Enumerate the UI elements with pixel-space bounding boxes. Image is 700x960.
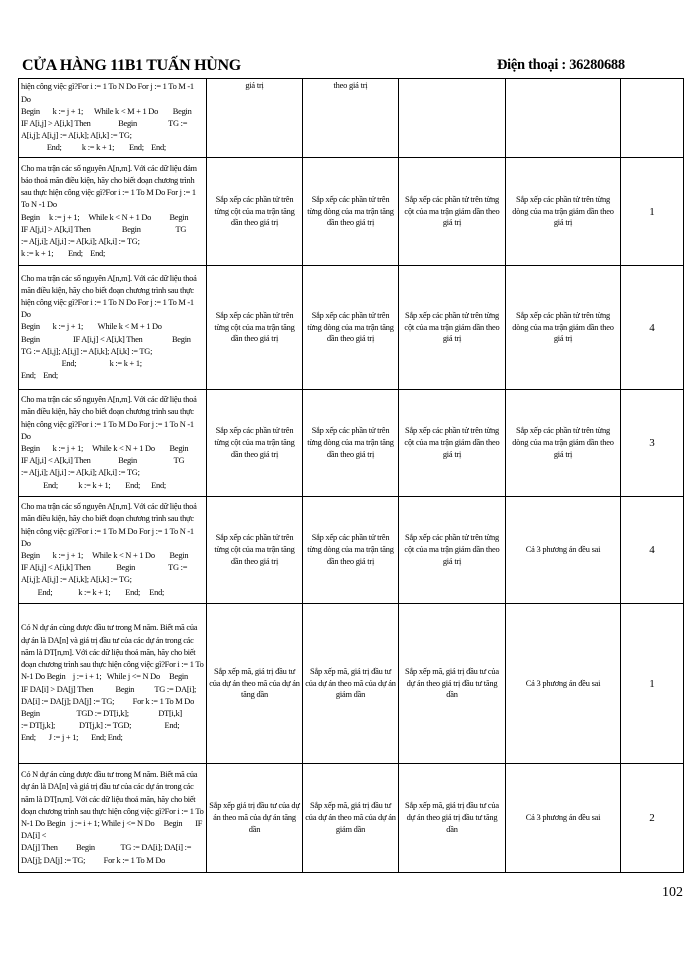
answer-cell: 2 bbox=[621, 764, 684, 873]
question-table bbox=[18, 78, 684, 873]
option-c-cell: Sắp xếp các phần tử trên từng cột của ma trận giảm dần theo giá trị bbox=[399, 158, 506, 266]
option-a-cell: Sắp xếp các phần tử trên từng cột của ma trận tăng dần theo giá trị bbox=[207, 266, 303, 390]
option-b-cell: Sắp xếp các phần tử trên từng dòng của ma trận tăng dần theo giá trị bbox=[303, 390, 399, 497]
option-b-cell: Sắp xếp mã, giá trị đầu tư của dự án theo mã của dự án giảm dần bbox=[303, 764, 399, 873]
table-row bbox=[19, 266, 684, 390]
option-d-cell: Sắp xếp các phần tử trên từng dòng của ma trận giảm dần theo giá trị bbox=[506, 158, 621, 266]
answer-cell: 4 bbox=[621, 497, 684, 604]
option-b-cell: Sắp xếp mã, giá trị đầu tư của dự án theo mã của dự án giảm dần bbox=[303, 604, 399, 764]
option-b-cell: theo giá trị bbox=[303, 79, 399, 158]
answer-cell bbox=[621, 79, 684, 158]
question-cell: Cho ma trận các số nguyên A[n,m]. Với các dữ liệu thoả mãn điều kiện, hãy cho biết đoạn chương trình sau thực hiện công việc gì?For i := 1 To M Do For j := 1 To N -1 Do Begin k := j + 1; While k < N + 1 Do Begin IF A[i,j] < A[i,k] Then Begin TG := A[i,j]; A[i,j] := A[i,k]; A[i,k] := TG; End; k := k + 1; End; End; bbox=[19, 497, 207, 604]
table-row bbox=[19, 604, 684, 764]
page-number: 102 bbox=[662, 885, 683, 900]
question-cell: Cho ma trận các số nguyên A[n,m]. Với các dữ liệu đảm bảo thoả mãn điều kiện, hãy cho biết đoạn chương trình sau thực hiện công việc gì?For i := 1 To M Do For j := 1 To N -1 Do Begin k := j + 1; While k < N + 1 Do Begin IF A[j,i] > A[k,i] Then Begin TG := A[j,i]; A[j,i] := A[k,i]; A[k,i] := TG; k := k + 1; End; End; bbox=[19, 158, 207, 266]
option-a-cell: Sắp xếp giá trị đầu tư của dự án theo mã của dự án tăng dần bbox=[207, 764, 303, 873]
option-c-cell: Sắp xếp các phần tử trên từng cột của ma trận giảm dần theo giá trị bbox=[399, 390, 506, 497]
answer-cell: 1 bbox=[621, 158, 684, 266]
table-row bbox=[19, 158, 684, 266]
table-row bbox=[19, 79, 684, 158]
phone-number: Điện thoại : 36280688 bbox=[497, 57, 625, 73]
option-c-cell: Sắp xếp mã, giá trị đầu tư của dự án theo giá trị đầu tư tăng dần bbox=[399, 764, 506, 873]
option-a-cell: Sắp xếp các phần tử trên từng cột của ma trận tăng dần theo giá trị bbox=[207, 390, 303, 497]
option-b-cell: Sắp xếp các phần tử trên từng dòng của ma trận tăng dần theo giá trị bbox=[303, 158, 399, 266]
question-cell: Có N dự án cùng được đầu tư trong M năm. Biết mã của dự án là DA[n] và giá trị đầu tư của các dự án trong các năm là DT[n,m]. Với các dữ liệu thoả mãn, hãy cho biết đoạn chương trình sau thực hiện công việc gì?For i := 1 To N-1 Do Begin j := i + 1; While j <= N Do Begin IF DA[i] > DA[j] Then Begin TG := DA[i]; DA[i] := DA[j]; DA[j] := TG; For k := 1 To M Do Begin TGD := DT[i,k]; DT[i,k] := DT[j,k]; DT[j,k] := TGD; End; End; J := j + 1; End; End; bbox=[19, 604, 207, 764]
question-cell: Có N dự án cùng được đầu tư trong M năm. Biết mã của dự án là DA[n] và giá trị đầu tư của các dự án trong các năm là DT[n,m]. Với các dữ liệu thoả mãn, hãy cho biết đoạn chương trình sau thực hiện công việc gì?For i := 1 To N-1 Do Begin j := i + 1; While j <= N Do Begin IF DA[i] < DA[j] Then Begin TG := DA[i]; DA[i] := DA[j]; DA[j] := TG; For k := 1 To M Do bbox=[19, 764, 207, 873]
option-a-cell: giá trị bbox=[207, 79, 303, 158]
table-row bbox=[19, 497, 684, 604]
option-b-cell: Sắp xếp các phần tử trên từng dòng của ma trận tăng dần theo giá trị bbox=[303, 497, 399, 604]
option-a-cell: Sắp xếp mã, giá trị đầu tư của dự án theo mã của dự án tăng dần bbox=[207, 604, 303, 764]
shop-name: CỬA HÀNG 11B1 TUẤN HÙNG bbox=[22, 57, 241, 74]
option-a-cell: Sắp xếp các phần tử trên từng cột của ma trận tăng dần theo giá trị bbox=[207, 497, 303, 604]
answer-cell: 4 bbox=[621, 266, 684, 390]
answer-cell: 3 bbox=[621, 390, 684, 497]
option-d-cell: Sắp xếp các phần tử trên từng dòng của ma trận giảm dần theo giá trị bbox=[506, 266, 621, 390]
question-cell: hiện công việc gì?For i := 1 To N Do For j := 1 To M -1 Do Begin k := j + 1; While k < M + 1 Do Begin IF A[i,j] > A[i,k] Then Begin TG := A[i,j]; A[i,j] := A[i,k]; A[i,k] := TG; End; k := k + 1; End; End; bbox=[19, 79, 207, 158]
table-row bbox=[19, 390, 684, 497]
option-c-cell: Sắp xếp các phần tử trên từng cột của ma trận giảm dần theo giá trị bbox=[399, 266, 506, 390]
table-row bbox=[19, 764, 684, 873]
option-d-cell: Cả 3 phương án đều sai bbox=[506, 764, 621, 873]
option-a-cell: Sắp xếp các phần tử trên từng cột của ma trận tăng dần theo giá trị bbox=[207, 158, 303, 266]
option-d-cell bbox=[506, 79, 621, 158]
option-d-cell: Cả 3 phương án đều sai bbox=[506, 604, 621, 764]
option-c-cell: Sắp xếp mã, giá trị đầu tư của dự án theo giá trị đầu tư tăng dần bbox=[399, 604, 506, 764]
answer-cell: 1 bbox=[621, 604, 684, 764]
option-b-cell: Sắp xếp các phần tử trên từng dòng của ma trận tăng dần theo giá trị bbox=[303, 266, 399, 390]
option-d-cell: Sắp xếp các phần tử trên từng dòng của ma trận giảm dần theo giá trị bbox=[506, 390, 621, 497]
option-d-cell: Cả 3 phương án đều sai bbox=[506, 497, 621, 604]
option-c-cell bbox=[399, 79, 506, 158]
option-c-cell: Sắp xếp các phần tử trên từng cột của ma trận giảm dần theo giá trị bbox=[399, 497, 506, 604]
question-cell: Cho ma trận các số nguyên A[n,m]. Với các dữ liệu thoả mãn điều kiện, hãy cho biết đoạn chương trình sau thực hiện công việc gì?For i := 1 To N Do For j := 1 To M -1 Do Begin k := j + 1; While k < M + 1 Do Begin IF A[i,j] < A[i,k] Then Begin TG := A[i,j]; A[i,j] := A[i,k]; A[i,k] := TG; End; k := k + 1; End; End; bbox=[19, 266, 207, 390]
question-cell: Cho ma trận các số nguyên A[n,m]. Với các dữ liệu thoả mãn điều kiện, hãy cho biết đoạn chương trình sau thực hiện công việc gì?For i := 1 To M Do For j := 1 To N -1 Do Begin k := j + 1; While k < N + 1 Do Begin IF A[j,i] < A[k,i] Then Begin TG := A[j,i]; A[j,i] := A[k,i]; A[k,i] := TG; End; k := k + 1; End; End; bbox=[19, 390, 207, 497]
